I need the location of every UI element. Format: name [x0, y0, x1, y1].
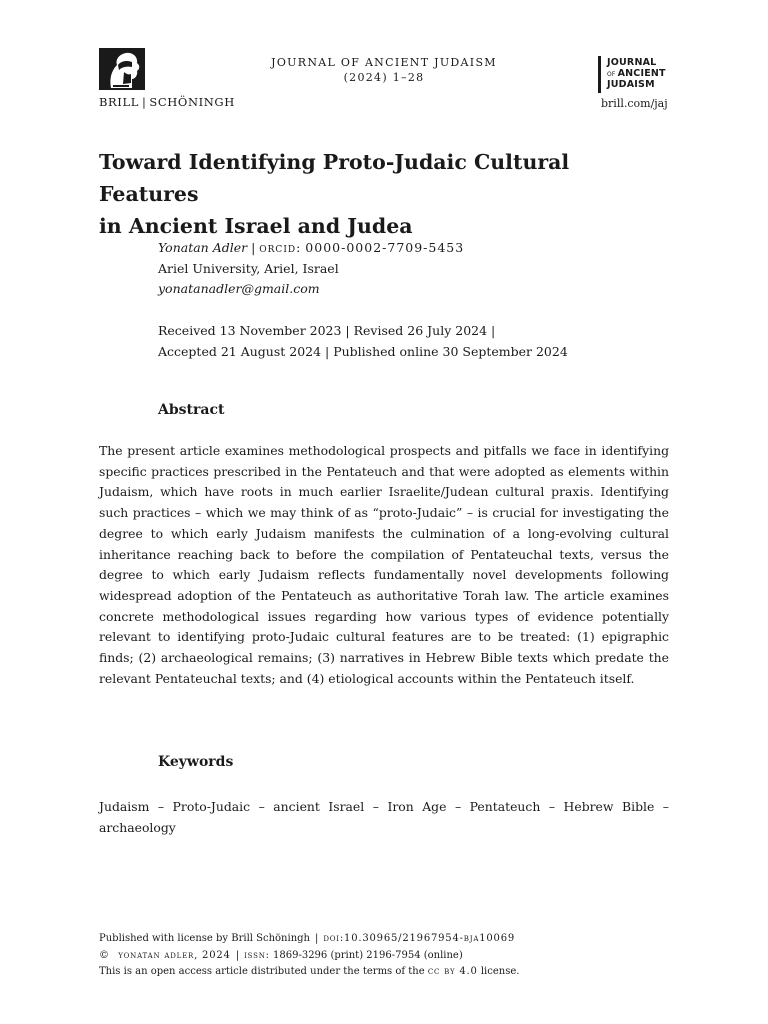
footer: Published with license by Brill Schöningh | doi:10.30965/21967954-bja10069 © yonatan adler, 2024 | issn: 1869-3296 (print) 2196-7954 (online) This is an open access article distributed under the terms of the cc by 4.0 license.: [99, 933, 520, 977]
abstract-text: The present article examines methodological prospects and pitfalls we face in identifying specific practices prescribed in the Pentateuch and that were adopted as elements within Judaism, which have roots in much earlier Israelite/Judean cultural praxis. Identifying such practices – which we may think of as “proto-Judaic” – is crucial for investigating the degree to which early Judaism manifests the culmination of a long-evolving cultural inheritance reaching back to before the compilation of Pentateuchal texts, versus the degree to which early Judaism reflects fundamentally novel developments following widespread adoption of the Pentateuch as authoritative Torah law. The article examines concrete methodological issues regarding how various types of evidence potentially relevant to identifying proto-Judaic cultural features are to be treated: (1) epigraphic finds; (2) archaeological remains; (3) narratives in Hebrew Bible texts which predate the relevant Pentateuchal texts; and (4) etiological accounts within the Pentateuch itself.: [99, 443, 669, 686]
journal-name: JOURNAL OF ANCIENT JUDAISM: [271, 56, 497, 69]
article-title: Toward Identifying Proto-Judaic Cultural Features in Ancient Israel and Judea: [99, 150, 570, 238]
abstract-heading: Abstract: [158, 402, 225, 418]
keywords-text: Judaism – Proto-Judaic – ancient Israel – Iron Age – Pentateuch – Hebrew Bible – archaeology: [99, 799, 669, 835]
copyright-holder: yonatan adler, 2024: [118, 949, 231, 961]
journal-header: [240, 55, 528, 85]
journal-url-link[interactable]: brill.com/jaj: [601, 97, 668, 110]
brill-logo: [99, 48, 145, 90]
open-access-statement: This is an open access article distributed under the terms of the: [99, 966, 425, 977]
publisher-name: BRILL | SCHÖNINGH: [99, 95, 235, 109]
author-email-link[interactable]: yonatanadler@gmail.com: [158, 281, 320, 296]
journal-issue: (2024) 1–28: [343, 71, 425, 84]
author-block: Yonatan Adler | orcid: 0000-0002-7709-5453 Ariel University, Ariel, Israel yonatanadler@gmail.com: [158, 238, 464, 300]
author-affiliation: Ariel University, Ariel, Israel: [158, 260, 339, 276]
publication-dates: Received 13 November 2023 | Revised 26 July 2024 | Accepted 21 August 2024 | Published online 30 September 2024: [158, 323, 568, 359]
jaj-logo: JOURNAL OF ANCIENT JUDAISM: [607, 57, 666, 90]
license-statement: Published with license by Brill Schöningh: [99, 933, 310, 944]
doi-link[interactable]: doi:10.30965/21967954-bja10069: [323, 933, 516, 944]
author-name: Yonatan Adler: [158, 240, 248, 255]
cc-license-link[interactable]: cc by 4.0: [427, 966, 478, 977]
jaj-logo-bar: [598, 56, 601, 93]
keywords-heading: Keywords: [158, 754, 234, 770]
orcid-label: orcid:: [259, 240, 302, 255]
orcid-link[interactable]: 0000-0002-7709-5453: [305, 240, 465, 255]
issn-numbers: 1869-3296 (print) 2196-7954 (online): [273, 949, 463, 961]
